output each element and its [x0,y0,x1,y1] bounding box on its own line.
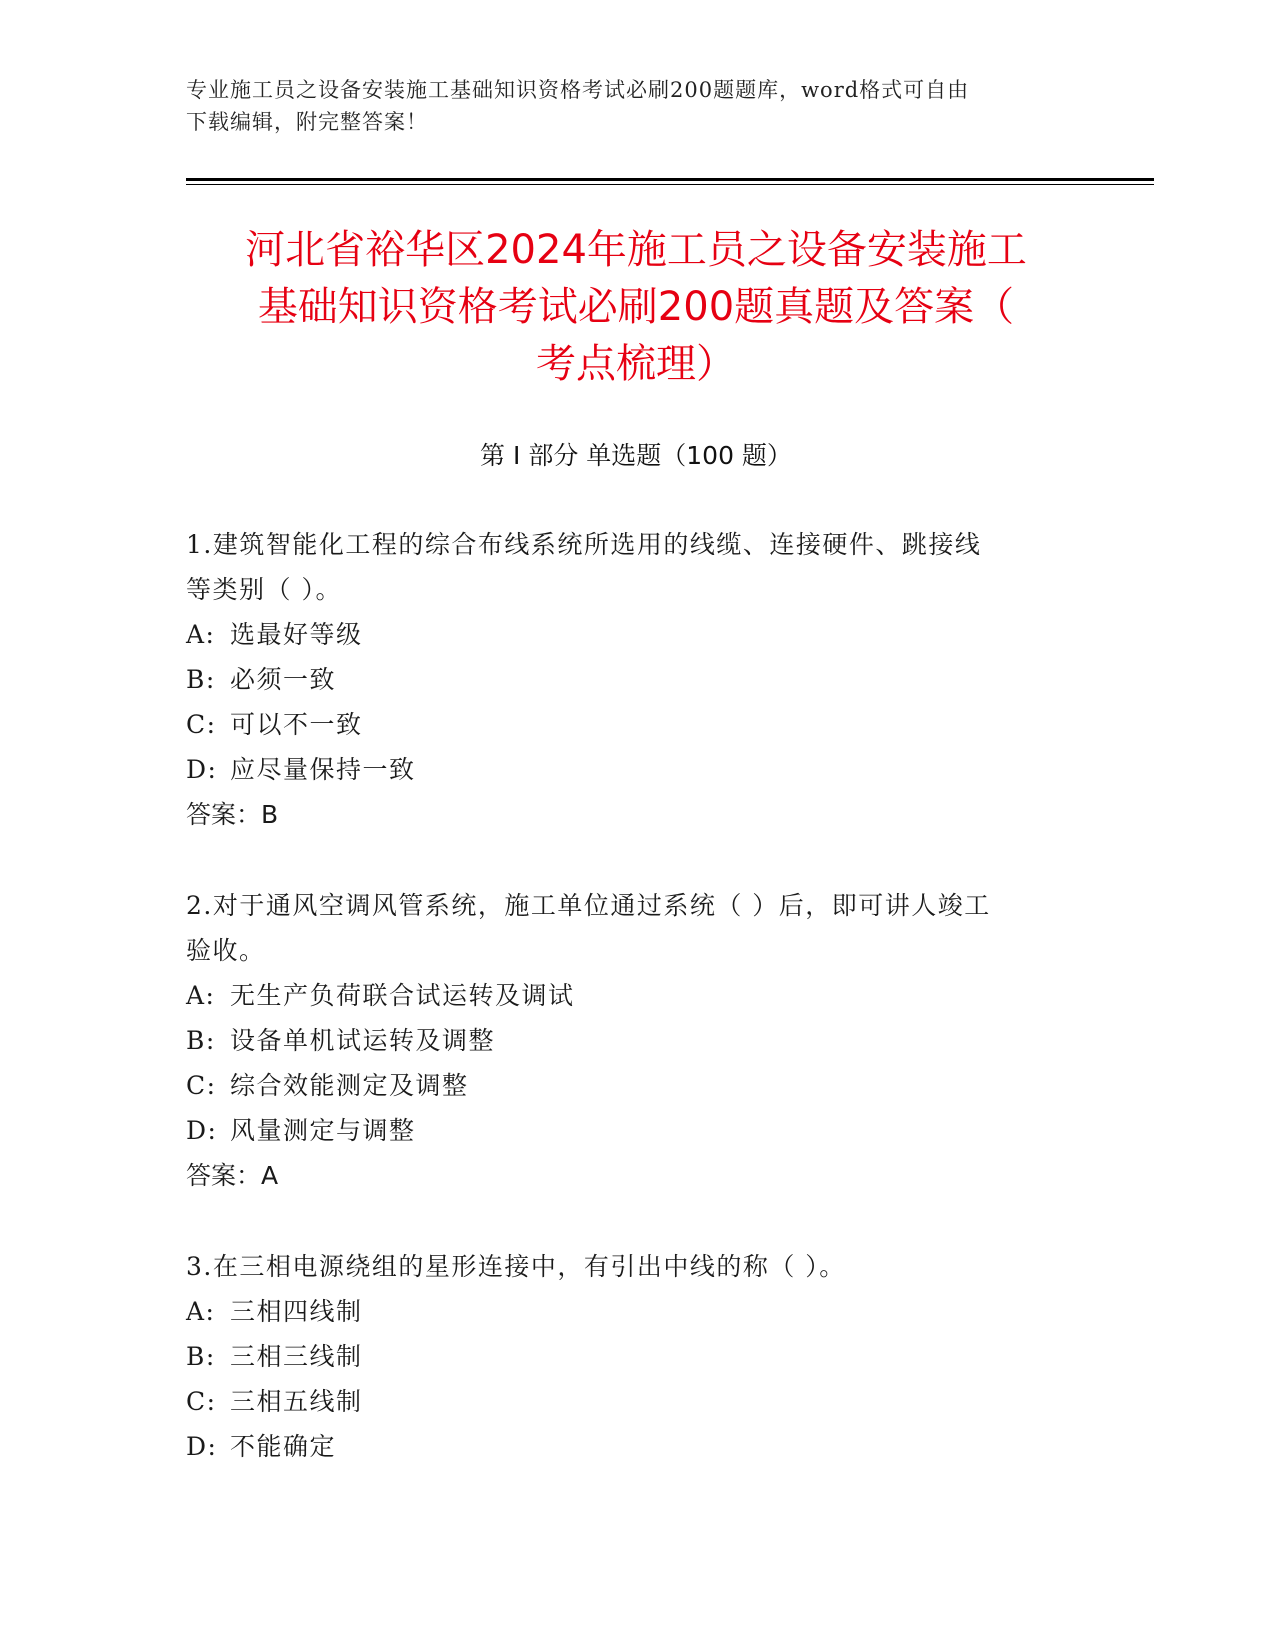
option-text: 三相五线制 [230,1387,363,1416]
option-key: C: [186,1387,217,1416]
option-a [186,612,1066,657]
question-stem-line: 验收。 [186,936,266,965]
option-key: D: [186,1432,218,1461]
header-note-line-2: 下载编辑，附完整答案！ [186,110,428,134]
header-divider-thin [186,184,1154,185]
option-key: C: [186,710,217,739]
question-stem [186,522,1066,612]
option-d [186,1108,1066,1153]
question-stem [186,1244,1066,1289]
option-key: D: [186,1116,218,1145]
option-key: A: [186,1297,216,1326]
header-note-line-1: 专业施工员之设备安装施工基础知识资格考试必刷200题题库，word格式可自由 [186,78,970,102]
option-text: 选最好等级 [230,620,363,649]
question-stem-line: 1.建筑智能化工程的综合布线系统所选用的线缆、连接硬件、跳接线 [186,530,982,559]
option-key: D: [186,755,218,784]
header-divider-thick [186,178,1154,181]
option-d [186,1424,1066,1469]
option-text: 应尽量保持一致 [230,755,416,784]
question-1 [186,522,1066,837]
section-heading: 第 I 部分 单选题（100 题） [480,441,792,470]
option-text: 必须一致 [230,665,337,694]
document-header-note [186,74,1066,138]
option-c [186,702,1066,747]
question-stem-line: 2.对于通风空调风管系统，施工单位通过系统（ ）后，即可讲人竣工 [186,891,991,920]
answer-line: 答案：B [186,800,279,829]
option-key: B: [186,1342,216,1371]
option-text: 可以不一致 [230,710,363,739]
option-key: A: [186,620,216,649]
option-b [186,657,1066,702]
title-line-2: 基础知识资格考试必刷200题真题及答案（ [257,284,1015,330]
question-stem [186,883,1066,973]
option-text: 不能确定 [230,1432,337,1461]
option-text: 综合效能测定及调整 [230,1071,469,1100]
option-d [186,747,1066,792]
question-stem-line: 3.在三相电源绕组的星形连接中，有引出中线的称（ ）。 [186,1252,846,1281]
option-a [186,973,1066,1018]
option-text: 无生产负荷联合试运转及调试 [230,981,575,1010]
option-key: B: [186,665,216,694]
option-a [186,1289,1066,1334]
title-line-1: 河北省裕华区2024年施工员之设备安装施工 [245,227,1027,273]
document-title [186,222,1086,393]
option-b [186,1018,1066,1063]
answer-line: 答案：A [186,1161,279,1190]
option-text: 三相四线制 [230,1297,363,1326]
question-stem-line: 等类别（ ）。 [186,575,342,604]
option-b [186,1334,1066,1379]
question-2 [186,883,1066,1198]
option-c [186,1379,1066,1424]
option-c [186,1063,1066,1108]
option-key: A: [186,981,216,1010]
option-text: 设备单机试运转及调整 [230,1026,496,1055]
option-key: B: [186,1026,216,1055]
option-text: 三相三线制 [230,1342,363,1371]
option-key: C: [186,1071,217,1100]
title-line-3: 考点梳理） [536,341,736,387]
option-text: 风量测定与调整 [230,1116,416,1145]
question-3 [186,1244,1066,1469]
